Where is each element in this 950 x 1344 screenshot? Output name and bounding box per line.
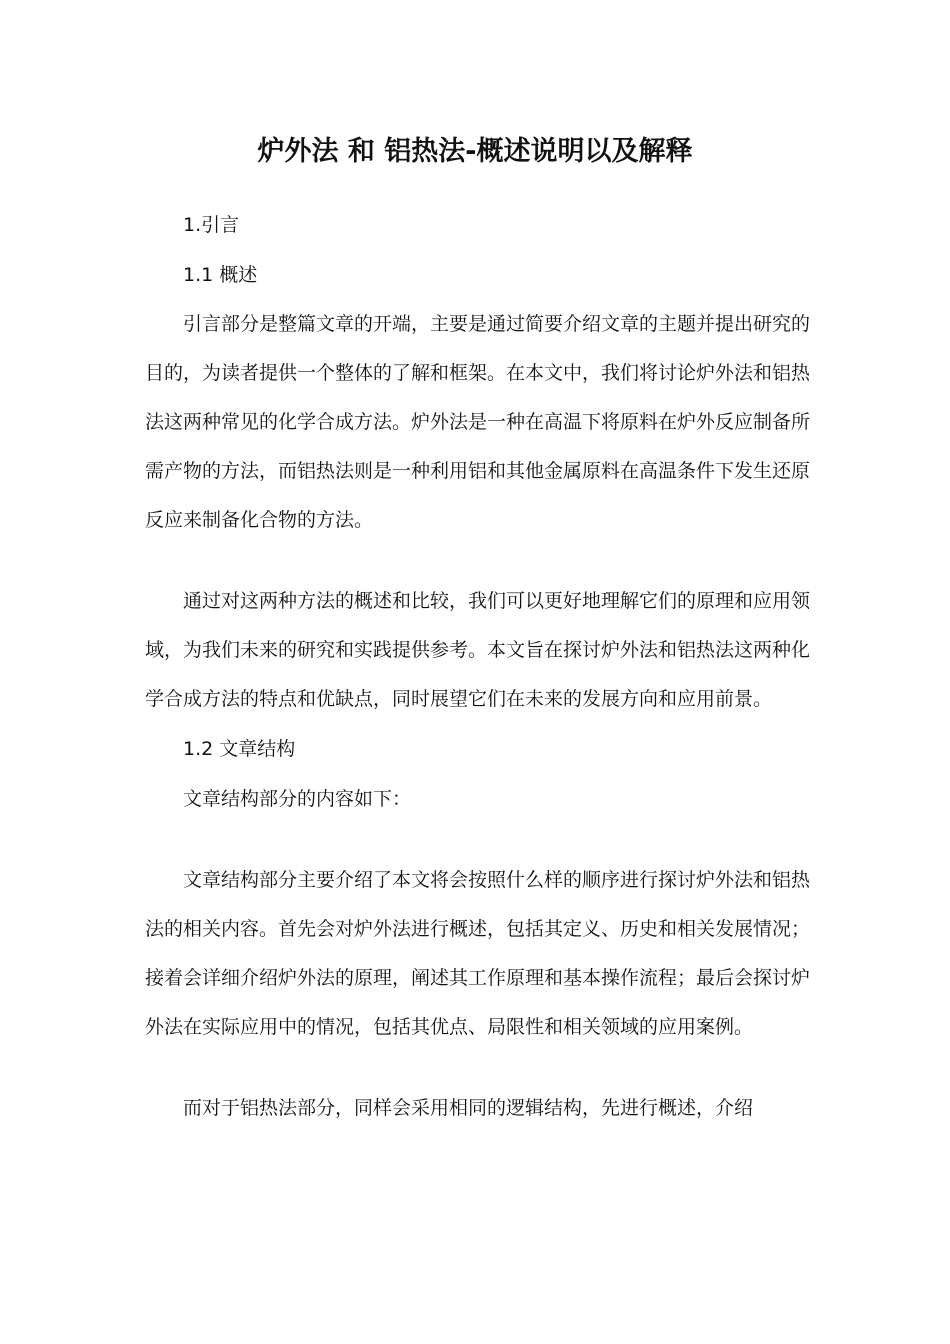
section-heading-structure: 1.2 文章结构 (183, 738, 296, 760)
document-title: 炉外法 和 铝热法-概述说明以及解释 (257, 136, 693, 167)
paragraph-structure-1: 文章结构部分主要介绍了本文将会按照什么样的顺序进行探讨炉外法和铝热法的相关内容。首先会对炉外法进行概述，包括其定义、历史和相关发展情况；接着会详细介绍炉外法的原理，阐述其工作原理和基本操作流程；最后会探讨炉外法在实际应用中的情况，包括其优点、局限性和相关领域的应用案例。 (145, 869, 811, 1038)
document-body (145, 200, 810, 1133)
section-heading-overview: 1.1 概述 (183, 264, 258, 286)
paragraph-overview-1: 引言部分是整篇文章的开端，主要是通过简要介绍文章的主题并提出研究的目的，为读者提供一个整体的了解和框架。在本文中，我们将讨论炉外法和铝热法这两种常见的化学合成方法。炉外法是一种在高温下将原料在炉外反应制备所需产物的方法，而铝热法则是一种利用铝和其他金属原料在高温条件下发生还原反应来制备化合物的方法。 (145, 313, 811, 531)
section-heading-intro: 1.引言 (183, 214, 240, 236)
paragraph-structure-2: 而对于铝热法部分，同样会采用相同的逻辑结构，先进行概述，介绍 (183, 1097, 754, 1119)
paragraph-overview-2: 通过对这两种方法的概述和比较，我们可以更好地理解它们的原理和应用领域，为我们未来的研究和实践提供参考。本文旨在探讨炉外法和铝热法这两种化学合成方法的特点和优缺点，同时展望它们在未来的发展方向和应用前景。 (145, 590, 811, 710)
paragraph-structure-intro: 文章结构部分的内容如下： (183, 788, 412, 810)
